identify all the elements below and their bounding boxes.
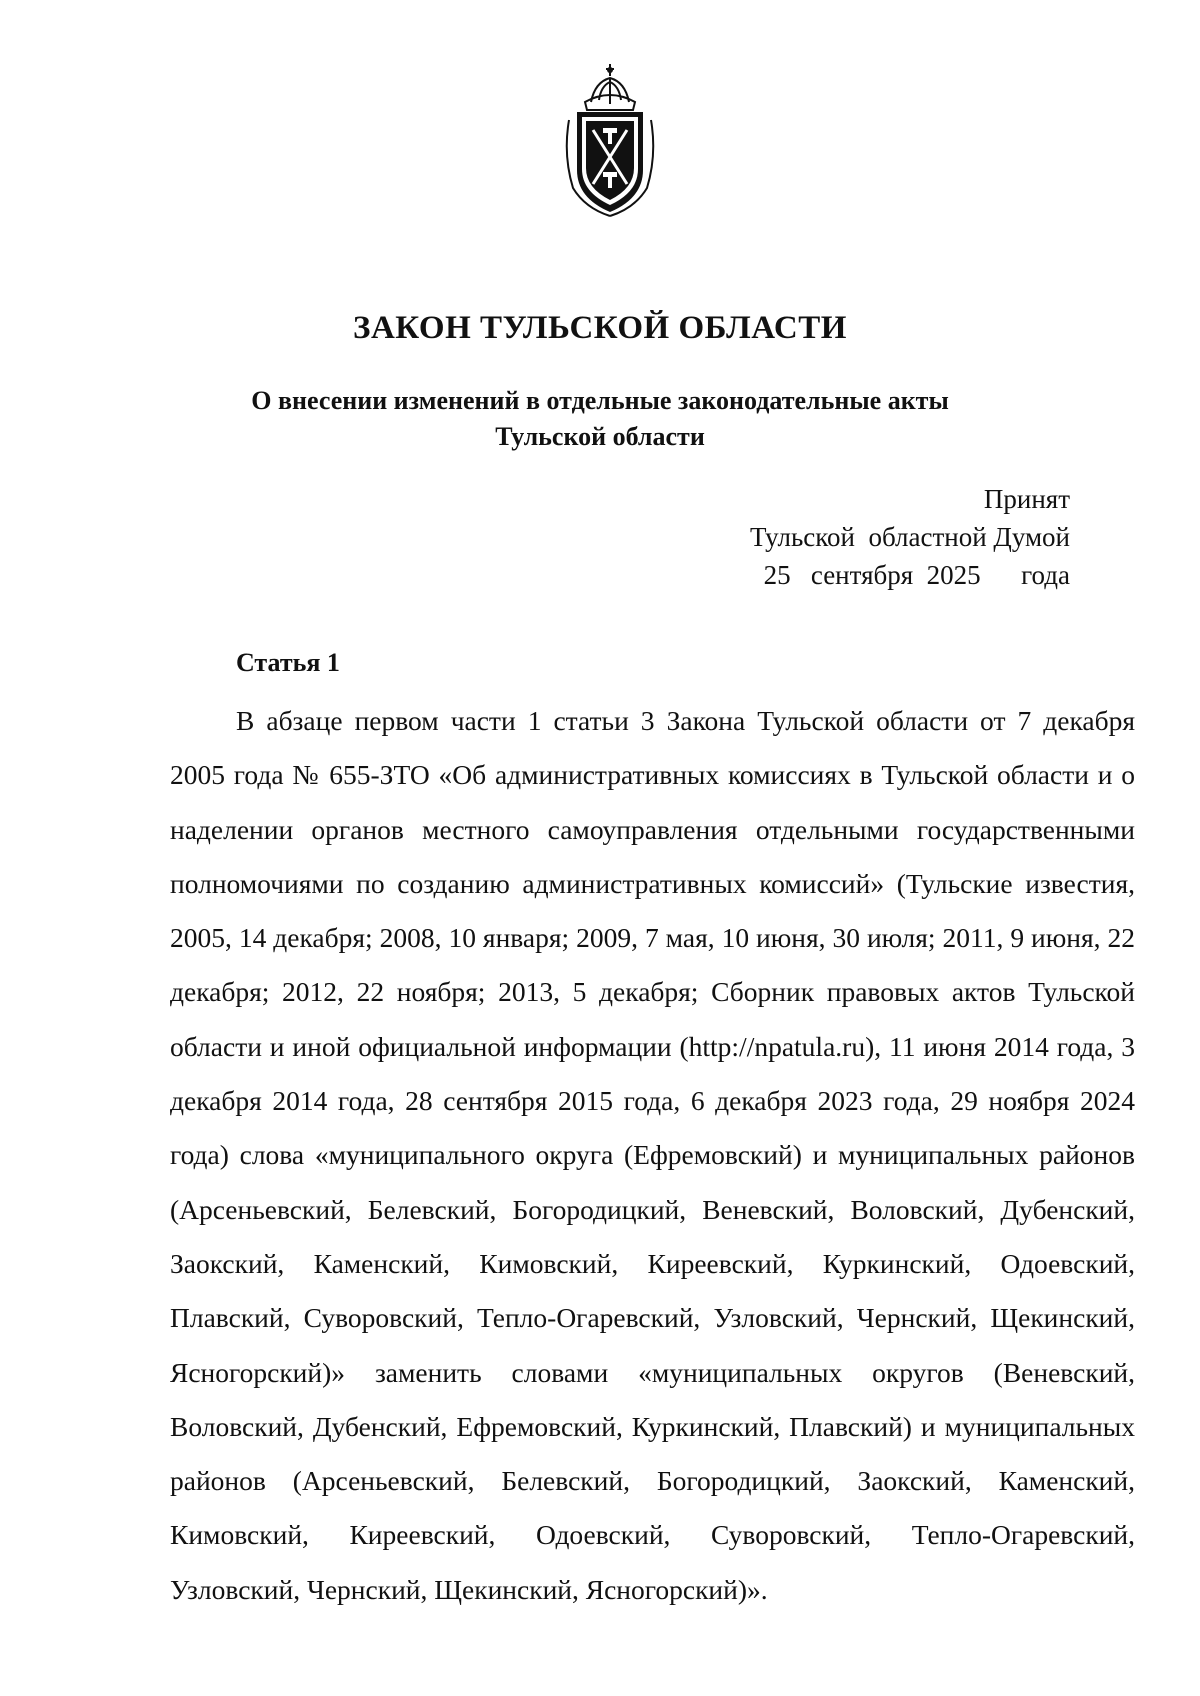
adoption-date: 25 сентября 2025 года	[763, 560, 1070, 590]
subtitle-line: О внесении изменений в отдельные законодательные акты	[251, 386, 949, 415]
adoption-line: Тульской областной Думой	[750, 522, 1070, 552]
document-title: ЗАКОН ТУЛЬСКОЙ ОБЛАСТИ	[353, 310, 847, 346]
document-subtitle	[0, 383, 1200, 455]
article-heading: Статья 1	[236, 648, 340, 677]
coat-of-arms-icon	[555, 60, 665, 220]
adoption-block	[750, 480, 1070, 594]
article-body: В абзаце первом части 1 статьи 3 Закона Тульской области от 7 декабря 2005 года № 655-ЗТО «Об административных комиссиях в Тульской области и о наделении органов местного самоуправления отдельными государственными полномочиями по созданию административных комиссий» (Тульские известия, 2005, 14 декабря; 2008, 10 января; 2009, 7 мая, 10 июня, 30 июля; 2011, 9 июня, 22 декабря; 2012, 22 ноября; 2013, 5 декабря; Сборник правовых актов Тульской области и иной официальной информации (http://npatula.ru), 11 июня 2014 года, 3 декабря 2014 года, 28 сентября 2015 года, 6 декабря 2023 года, 29 ноября 2024 года) слова «муниципального округа (Ефремовский) и муниципальных районов (Арсеньевский, Белевский, Богородицкий, Веневский, Воловский, Дубенский, Заокский, Каменский, Кимовский, Киреевский, Куркинский, Одоевский, Плавский, Суворовский, Тепло-Огаревский, Узловский, Чернский, Щекинский, Ясногорский)» заменить словами «муниципальных округов (Веневский, Воловский, Дубенский, Ефремовский, Куркинский, Плавский) и муниципальных районов (Арсеньевский, Белевский, Богородицкий, Заокский, Каменский, Кимовский, Киреевский, Одоевский, Суворовский, Тепло-Огаревский, Узловский, Чернский, Щекинский, Ясногорский)».	[170, 705, 1135, 1605]
subtitle-line: Тульской области	[495, 422, 705, 451]
adoption-line: Принят	[983, 484, 1070, 514]
